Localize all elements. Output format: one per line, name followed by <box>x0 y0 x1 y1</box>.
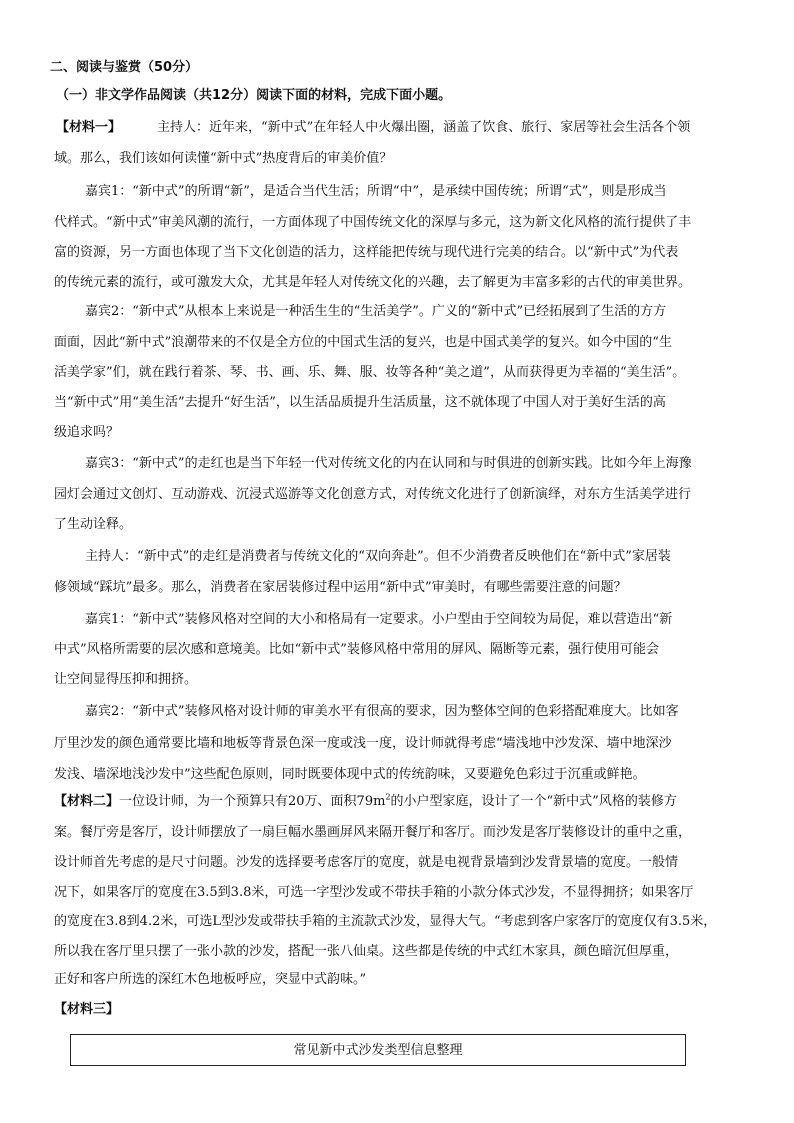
material1-line: 嘉宾1：“新中式”的所谓“新”，是适合当代生活；所谓“中”，是承续中国传统；所谓“式”，则是形成当 <box>85 184 667 199</box>
material3-label: 【材料三】 <box>54 1002 120 1017</box>
material1-line: 了生动诠释。 <box>54 517 133 532</box>
material1-line: 嘉宾2：“新中式”装修风格对设计师的审美水平有很高的要求，因为整体空间的色彩搭配难度大。比如客 <box>85 704 679 719</box>
material1-line: 中式”风格所需要的层次感和意境美。比如“新中式”装修风格中常用的屏风、隔断等元素，强行使用可能会 <box>54 642 659 657</box>
material1-line: 当“新中式”用“美生活”去提升“好生活”，以生活品质提升生活质量，这不就体现了中国人对于美好生活的高 <box>54 395 666 410</box>
material2-line: 案。餐厅旁是客厅，设计师摆放了一扇巨幅水墨画屏风来隔开餐厅和客厅。而沙发是客厅装修设计的重中之重， <box>54 825 692 840</box>
material1-label: 【材料一】 <box>56 120 122 135</box>
material1-line: 发浅、墙深地浅沙发中”这些配色原则，同时既要体现中式的传统韵味，又要避免色彩过于沉重或鲜艳。 <box>54 767 646 782</box>
material2-line: 设计师首先考虑的是尺寸问题。沙发的选择要考虑客厅的宽度，就是电视背景墙到沙发背景墙的宽度。一般情 <box>54 855 679 870</box>
material2-first-line <box>54 794 677 810</box>
material2-text: 一位设计师，为一个预算只有20万、面积79m <box>119 794 386 809</box>
material2-line: 况下，如果客厅的宽度在3.5到3.8米，可选一字型沙发或不带扶手箱的小款分体式沙发，不显得拥挤；如果客厅 <box>54 885 694 900</box>
sub-heading: （一）非文学作品阅读（共12分）阅读下面的材料，完成下面小题。 <box>56 88 452 103</box>
material2-label: 【材料二】 <box>54 794 120 809</box>
material1-line: 嘉宾2：“新中式”从根本上来说是一种活生生的“生活美学”。广义的“新中式”已经拓展到了生活的方方 <box>85 304 667 319</box>
material1-line: 嘉宾3：“新中式”的走红也是当下年轻一代对传统文化的内在认同和与时俱进的创新实践。比如今年上海豫 <box>85 456 692 471</box>
table-title: 常见新中式沙发类型信息整理 <box>293 1043 463 1058</box>
material1-line: 主持人：近年来，“新中式”在年轻人中火爆出圈，涵盖了饮食、旅行、家居等社会生活各个领 <box>157 120 691 135</box>
material2-line: 的宽度在3.8到4.2米，可选L型沙发或带扶手箱的主流款式沙发，显得大气。“考虑到客户家客厅的宽度仅有3.5米， <box>54 914 717 929</box>
material1-line: 园灯会通过文创灯、互动游戏、沉浸式巡游等文化创意方式，对传统文化进行了创新演绎，对东方生活美学进行 <box>54 487 692 502</box>
material1-line: 面面，因此“新中式”浪潮带来的不仅是全方位的中国式生活的复兴，也是中国式美学的复兴。如今中国的“生 <box>54 335 672 350</box>
material1-line: 嘉宾1：“新中式”装修风格对空间的大小和格局有一定要求。小户型由于空间较为局促，难以营造出“新 <box>85 612 673 627</box>
superscript: 2 <box>385 792 391 802</box>
material1-line: 代样式。“新中式”审美风潮的流行，一方面体现了中国传统文化的深厚与多元，这为新文化风格的流行提供了丰 <box>54 215 692 230</box>
section-heading: 二、阅读与鉴赏（50分） <box>50 60 199 75</box>
material2-text: 的小户型家庭，设计了一个“新中式”风格的装修方 <box>390 794 677 809</box>
material1-line: 厅里沙发的颜色通常要比墙和地板等背景色深一度或浅一度，设计师就得考虑“墙浅地中沙发深、墙中地深沙 <box>54 736 672 751</box>
material2-line: 正好和客户所选的深红木色地板呼应，突显中式韵味。” <box>54 972 367 987</box>
material1-line: 修领域“踩坑”最多。那么，消费者在家居装修过程中运用“新中式”审美时，有哪些需要注意的问题？ <box>54 580 627 595</box>
material1-line: 级追求吗？ <box>54 425 120 440</box>
sofa-info-table <box>70 1034 686 1066</box>
material1-line: 主持人：“新中式”的走红是消费者与传统文化的“双向奔赴”。但不少消费者反映他们在“新中式”家居装 <box>85 549 671 564</box>
material2-line: 所以我在客厅里只摆了一张小款的沙发，搭配一张八仙桌。这些都是传统的中式红木家具，颜色暗沉但厚重， <box>54 944 679 959</box>
material1-line: 活美学家”们，就在践行着茶、琴、书、画、乐、舞、服、妆等各种“美之道”，从而获得更为幸福的“美生活”。 <box>54 365 686 380</box>
material1-line: 的传统元素的流行，或可激发大众，尤其是年轻人对传统文化的兴趣，去了解更为丰富多彩的古代的审美世界。 <box>54 275 692 290</box>
material1-line: 富的资源，另一方面也体现了当下文化创造的活力，这样能把传统与现代进行完美的结合。以“新中式”为代表 <box>54 245 679 260</box>
material1-line: 域。那么，我们该如何读懂“新中式”热度背后的审美价值？ <box>54 151 393 166</box>
material1-line: 让空间显得压抑和拥挤。 <box>54 672 198 687</box>
